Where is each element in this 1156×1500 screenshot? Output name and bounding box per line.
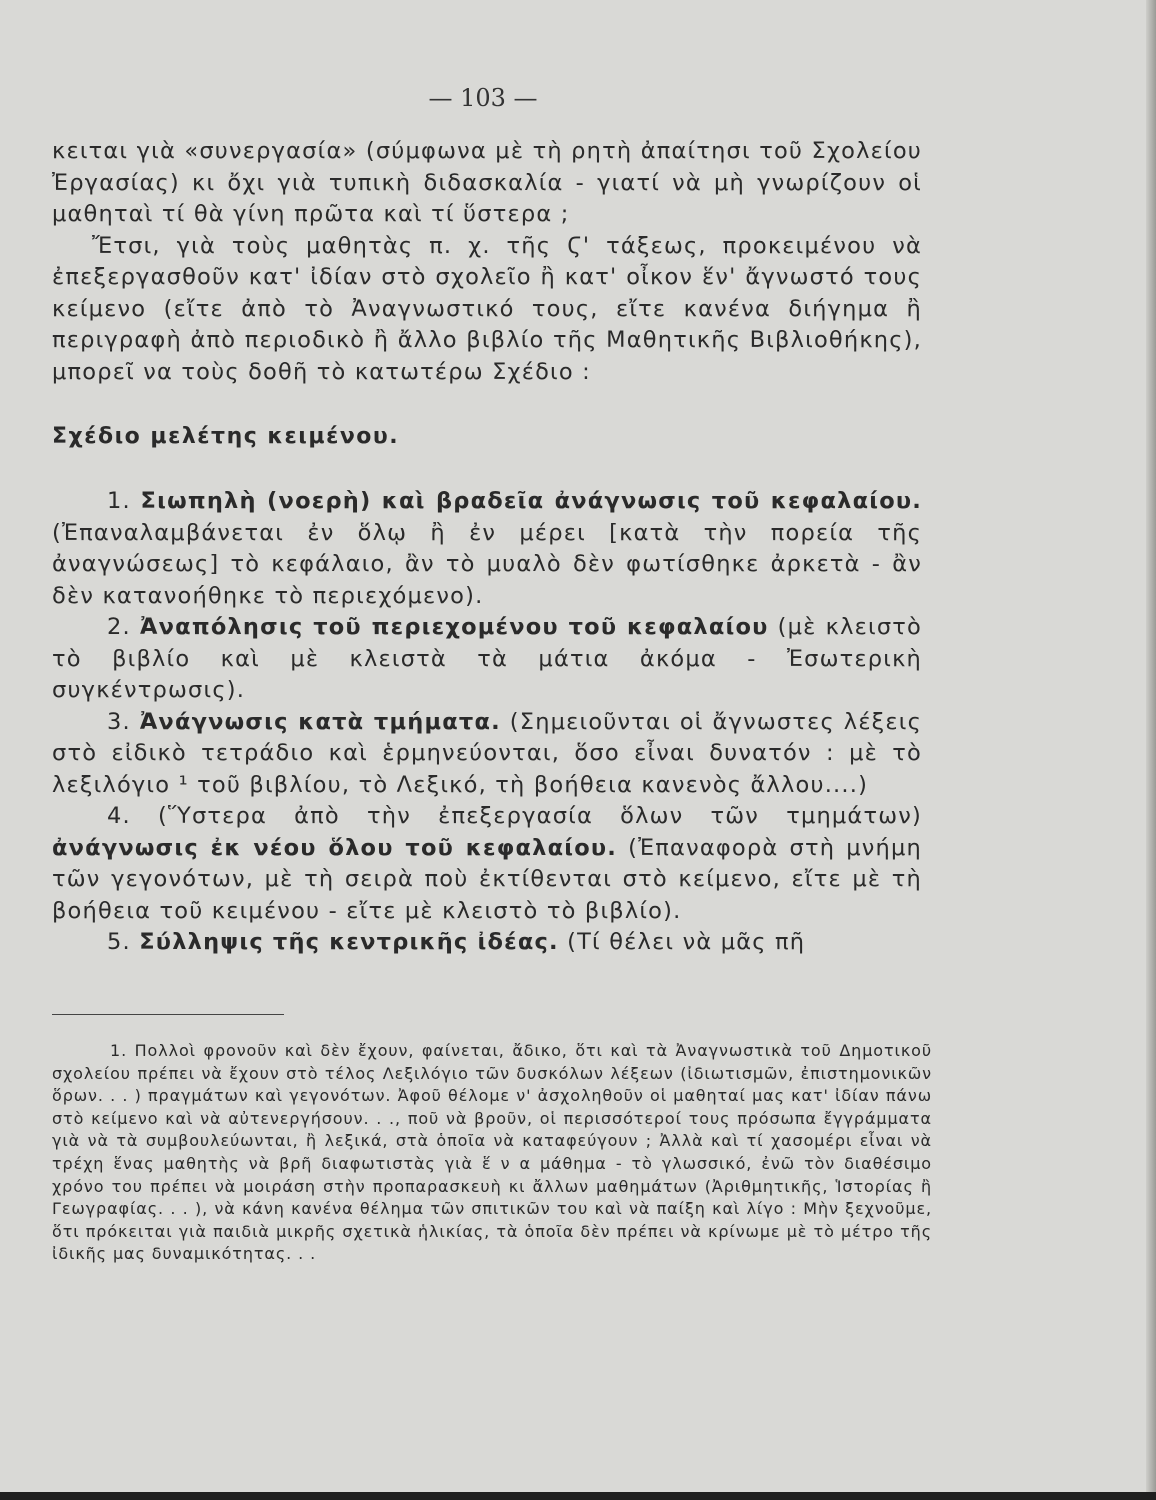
step-item xyxy=(52,707,922,802)
page-bottom-edge xyxy=(0,1492,1156,1500)
step-number: 1. xyxy=(107,488,131,514)
step-description: (Τί θέλει νὰ μᾶς πῆ xyxy=(558,929,806,955)
step-item xyxy=(52,801,922,927)
page-edge-shadow xyxy=(1146,0,1156,1500)
step-title: Ἀναπόλησις τοῦ περιεχομένου τοῦ κεφαλαίου xyxy=(140,614,769,640)
page-number: — 103 — xyxy=(428,84,538,112)
step-title: Σιωπηλὴ (νοερὴ) καὶ βραδεῖα ἀνάγνωσις τοῦ κεφαλαίου. xyxy=(140,488,922,514)
intro-text xyxy=(52,136,922,388)
section-heading: Σχέδιο μελέτης κειμένου. xyxy=(52,424,400,449)
footnote-divider xyxy=(52,1014,284,1015)
footnote-text: 1. Πολλοὶ φρονοῦν καὶ δὲν ἔχουν, φαίνεται, ἄδικο, ὅτι καὶ τὰ Ἀναγνωστικὰ τοῦ Δημοτικοῦ σχολείου πρέπει νὰ ἔχουν στὸ τέλος Λεξιλόγιο τῶν δυσκόλων λέξεων (ἰδιωτισμῶν, ἐπιστημονικῶν ὅρων. . . ) πραγμάτων καὶ γεγονότων. Ἀφοῦ θέλομε ν' ἀσχοληθοῦν οἱ μαθηταί μας κατ' ἰδίαν πάνω στὸ κείμενο καὶ νὰ αὐτενεργήσουν. . ., ποῦ νὰ βροῦν, οἱ περισσότεροί τους πρόσωπα ἔγγράμματα γιὰ νὰ τὰ συμβουλεύωνται, ἢ λεξικά, στὰ ὁποῖα νὰ καταφεύγουν ; Ἀλλὰ καὶ τί χασομέρι εἶναι νὰ τρέχη ἕνας μαθητὴς νὰ βρῆ διαφωτιστὰς γιὰ ἕ ν α μάθημα - τὸ γλωσσικό, ἐνῶ τὸν διαθέσιμο χρόνο του πρέπει νὰ μοιράση στὴν προπαρασκευὴ κι ἄλλων μαθημάτων (Ἀριθμητικῆς, Ἱστορίας ἢ Γεωγραφίας. . . ), νὰ κάνη κανένα θέλημα τῶν σπιτικῶν του καὶ νὰ παίξη καὶ λίγο : Μὴν ξεχνοῦμε, ὅτι πρόκειται γιὰ παιδιὰ μικρῆς σχετικὰ ἡλικίας, τὰ ὁποῖα δὲν πρέπει νὰ κρίνωμε μὲ τὸ μέτρο τῆς ἰδικῆς μας δυναμικότητας. . . xyxy=(52,1041,932,1264)
study-plan-steps xyxy=(52,486,922,959)
step-number: 5. xyxy=(107,929,131,955)
step-description: (μὲ κλειστὸ τὸ βιβλίο καὶ μὲ κλειστὰ τὰ μάτια ἀκόμα - Ἐσωτερικὴ συγκέντρωσις). xyxy=(52,614,922,703)
step-item xyxy=(52,612,922,707)
step-number: 3. xyxy=(107,708,131,735)
step-description: (Ἐπαναλαμβάνεται ἐν ὅλῳ ἢ ἐν μέρει [κατὰ τὴν πορεία τῆς ἀναγνώσεως] τὸ κεφάλαιο, ἂν τὸ μυαλὸ δὲν φωτίσθηκε ἀρκετὰ - ἂν δὲν κατανοήθηκε τὸ περιεχόμενο). xyxy=(52,519,922,609)
footnote xyxy=(52,1040,932,1266)
step-item xyxy=(52,927,922,959)
step-description: (Σημειοῦνται οἱ ἄγνωστες λέξεις στὸ εἰδικὸ τετράδιο καὶ ἑρμηνεύονται, ὅσο εἶναι δυνατόν : μὲ τὸ λεξιλόγιο ¹ τοῦ βιβλίου, τὸ Λεξικό, τὴ βοήθεια κανενὸς ἄλλου....) xyxy=(52,708,923,798)
step-number: 4. xyxy=(107,803,131,829)
step-description: (Ἐπαναφορὰ στὴ μνήμη τῶν γεγονότων, μὲ τὴ σειρὰ ποὺ ἐκτίθενται στὸ κείμενο, εἴτε μὲ τὴ βοήθεια τοῦ κειμένου - εἴτε μὲ κλειστὸ τὸ βιβλίο). xyxy=(52,834,922,924)
step-title: Σύλληψις τῆς κεντρικῆς ἰδέας. xyxy=(139,929,559,955)
intro-paragraph-1: κειται γιὰ «συνεργασία» (σύμφωνα μὲ τὴ ρητὴ ἀπαίτησι τοῦ Σχολείου Ἐργασίας) κι ὄχι γιὰ τυπικὴ διδασκαλία - γιατί νὰ μὴ γνωρίζουν οἱ μαθηταὶ τί θὰ γίνη πρῶτα καὶ τί ὕστερα ; xyxy=(52,138,922,227)
step-title: Ἀνάγνωσις κατὰ τμήματα. xyxy=(139,708,501,735)
intro-paragraph-2: Ἔτσι, γιὰ τοὺς μαθητὰς π. χ. τῆς Ϛ' τάξεως, προκειμένου νὰ ἐπεξεργασθοῦν κατ' ἰδίαν στὸ σχολεῖο ἢ κατ' οἶκον ἕν' ἄγνωστό τους κείμενο (εἴτε ἀπὸ τὸ Ἀναγνωστικό τους, εἴτε κανένα διήγημα ἢ περιγραφὴ ἀπὸ περιοδικὸ ἢ ἄλλο βιβλίο τῆς Μαθητικῆς Βιβλιοθήκης), μπορεῖ να τοὺς δοθῆ τὸ κατωτέρω Σχέδιο : xyxy=(52,232,922,385)
step-item xyxy=(52,486,922,612)
step-number: 2. xyxy=(107,614,131,640)
step-prefix: (Ὕστερα ἀπὸ τὴν ἐπεξεργασία ὅλων τῶν τμημάτων) xyxy=(130,803,922,829)
step-title: ἀνάγνωσις ἐκ νέου ὅλου τοῦ κεφαλαίου. xyxy=(52,834,618,861)
